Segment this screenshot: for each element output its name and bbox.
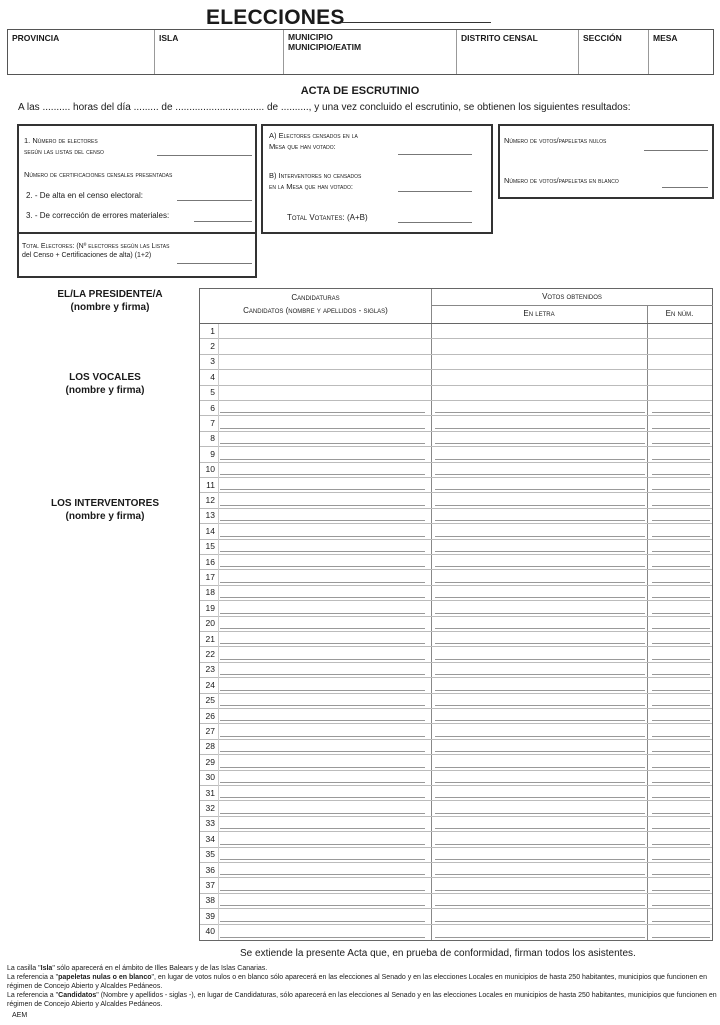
entry-line[interactable] [220,720,425,721]
table-row[interactable] [200,632,712,647]
entry-line[interactable] [435,828,645,829]
entry-line[interactable] [652,459,710,460]
entry-line[interactable] [220,782,425,783]
correccion-label: 3. - De corrección de errores materiales: [26,211,170,220]
electores-label-2: según las listas del censo [24,147,104,156]
entry-line[interactable] [220,844,425,845]
interventores-subtitle: (nombre y firma) [65,510,145,522]
vocales-title: LOS VOCALES [69,372,141,383]
total-votantes-field[interactable] [398,222,472,223]
row-number: 15 [205,541,215,552]
entry-line[interactable] [652,536,710,537]
entry-line[interactable] [652,566,710,567]
table-row[interactable] [200,540,712,555]
entry-line[interactable] [435,459,645,460]
note-isla: La casilla "Isla" sólo aparecerá en el ámbito de Illes Balears y de las Islas Canarias. [7,965,268,972]
row-number: 33 [205,818,215,829]
vocales-signature[interactable] [15,372,195,397]
censados-field[interactable] [398,154,472,155]
entry-line[interactable] [220,520,425,521]
entry-line[interactable] [652,412,710,413]
total-votantes-label: Total Votantes: (A+B) [287,213,368,222]
table-row[interactable] [200,694,712,709]
row-number: 8 [210,433,215,444]
candidaturas-header: Candidaturas [291,293,340,302]
row-number: 11 [206,479,215,490]
interventores-label-2: en la Mesa que han votado: [269,182,353,191]
row-number: 19 [205,602,215,613]
vocales-subtitle: (nombre y firma) [65,384,145,396]
entry-line[interactable] [220,443,425,444]
header-isla-label: ISLA [159,33,179,43]
entry-line[interactable] [435,566,645,567]
interventores-title: LOS INTERVENTORES [51,498,159,509]
entry-line[interactable] [435,905,645,906]
entry-line[interactable] [652,736,710,737]
electores-label-1: 1. Número de electores [24,136,98,145]
entry-line[interactable] [652,690,710,691]
entry-line[interactable] [220,736,425,737]
table-row[interactable] [200,863,712,878]
entry-line[interactable] [435,890,645,891]
entry-line[interactable] [220,859,425,860]
row-number: 24 [205,679,215,690]
entry-line[interactable] [435,597,645,598]
entry-line[interactable] [652,751,710,752]
table-row[interactable] [200,925,712,940]
table-row[interactable] [200,617,712,632]
row-number: 40 [205,926,215,937]
entry-line[interactable] [435,505,645,506]
total-electores-field[interactable] [177,263,252,264]
entry-line[interactable] [652,937,710,938]
row-number: 27 [205,726,215,737]
entry-line[interactable] [220,643,425,644]
entry-line[interactable] [220,428,425,429]
entry-line[interactable] [220,536,425,537]
alta-label: 2. - De alta en el censo electoral: [26,191,143,200]
entry-line[interactable] [435,797,645,798]
row-number: 7 [210,418,215,429]
table-row[interactable] [200,586,712,601]
table-row[interactable] [200,709,712,724]
entry-line[interactable] [435,690,645,691]
table-row[interactable] [200,339,712,354]
entry-line[interactable] [220,566,425,567]
entry-line[interactable] [435,674,645,675]
row-number: 18 [205,587,215,598]
closing-text: Se extiende la presente Acta que, en prueba de conformidad, firman todos los asistentes. [240,948,636,959]
table-row[interactable] [200,832,712,847]
row-number: 20 [205,618,215,629]
note-papeletas: La referencia a "papeletas nulas o en blanco", en lugar de votos nulos o en blanco sólo aparecerá en las elecciones al Senado y en las elecciones Locales en municipios de hasta 250 habitantes, municipios que funcionen en régimen de Concejo Abierto y Alcaldes Pedáneos. [7,973,707,990]
table-row[interactable] [200,724,712,739]
entry-line[interactable] [435,489,645,490]
entry-line[interactable] [435,736,645,737]
entry-line[interactable] [220,628,425,629]
entry-line[interactable] [652,582,710,583]
entry-line[interactable] [435,782,645,783]
table-row[interactable] [200,647,712,662]
entry-line[interactable] [220,921,425,922]
entry-line[interactable] [652,674,710,675]
blanco-field[interactable] [662,187,708,188]
entry-line[interactable] [220,813,425,814]
header-mesa-label: MESA [653,33,678,43]
entry-line[interactable] [652,628,710,629]
entry-line[interactable] [435,582,645,583]
header-municipio[interactable] [284,30,457,74]
entry-line[interactable] [652,874,710,875]
table-row[interactable] [200,416,712,431]
certificaciones-label: Número de certificaciones censales presentadas [24,170,173,179]
row-number: 17 [205,572,215,583]
row-number: 16 [205,556,215,567]
censados-label-1: A) Electores censados en la [269,131,358,140]
header-seccion-label: SECCIÓN [583,33,622,43]
entry-line[interactable] [220,705,425,706]
entry-line[interactable] [652,890,710,891]
entry-line[interactable] [220,905,425,906]
blanco-label: Número de votos/papeletas en blanco [504,176,619,185]
header-provincia[interactable] [8,30,155,74]
entry-line[interactable] [435,659,645,660]
row-number: 25 [205,695,215,706]
entry-line[interactable] [652,443,710,444]
row-number: 26 [205,710,215,721]
entry-line[interactable] [652,705,710,706]
table-row[interactable] [200,771,712,786]
num-header: En núm. [665,309,694,318]
entry-line[interactable] [435,412,645,413]
entry-line[interactable] [435,628,645,629]
entry-line[interactable] [652,643,710,644]
entry-line[interactable] [652,489,710,490]
row-number: 29 [205,756,215,767]
row-number: 5 [210,387,215,398]
row-number: 23 [205,664,215,675]
table-row[interactable] [200,370,712,385]
row-number: 21 [205,633,215,644]
table-row[interactable] [200,601,712,616]
row-number: 34 [205,833,215,844]
entry-line[interactable] [435,921,645,922]
entry-line[interactable] [220,874,425,875]
number-column-divider [218,324,219,940]
entry-line[interactable] [652,551,710,552]
total-electores-label-2: del Censo + Certificaciones de alta) (1+2) [22,252,152,259]
entry-line[interactable] [220,582,425,583]
entry-line[interactable] [220,412,425,413]
votos-header: Votos obtenidos [542,292,602,301]
presidente-signature[interactable] [20,289,200,314]
table-row[interactable] [200,909,712,924]
entry-line[interactable] [435,536,645,537]
row-number: 14 [205,525,215,536]
censados-label-2: Mesa que han votado: [269,142,336,151]
entry-line[interactable] [435,751,645,752]
table-row[interactable] [200,493,712,508]
table-row[interactable] [200,755,712,770]
row-number: 28 [205,741,215,752]
entry-line[interactable] [652,659,710,660]
header-mesa[interactable] [649,30,713,74]
header-municipio-label: MUNICIPIO MUNICIPIO/EATIM [288,32,362,52]
row-number: 6 [210,402,215,413]
entry-line[interactable] [220,597,425,598]
row-number: 2 [210,341,215,352]
letra-header: En letra [523,309,555,318]
entry-line[interactable] [435,844,645,845]
total-electores-label-1: Total Electores: (Nº electores según las Listas [22,243,170,250]
note-candidatos: La referencia a "Candidatos" (Nombre y apellidos - siglas -), en lugar de Candidaturas, sólo aparecerá en las elecciones al Senado y en las elecciones Locales en municipios de hasta 250 habitantes, municipios que funcionen en régimen de Concejo Abierto y Alcaldes Pedáneos. [7,991,717,1008]
box-divider [19,232,255,234]
title-blank-line[interactable] [341,22,491,23]
row-number: 32 [205,803,215,814]
table-row[interactable] [200,786,712,801]
table-row[interactable] [200,555,712,570]
table-row[interactable] [200,386,712,401]
entry-line[interactable] [652,428,710,429]
entry-line[interactable] [435,443,645,444]
entry-line[interactable] [435,937,645,938]
row-number: 31 [205,787,215,798]
row-number: 13 [205,510,215,521]
table-row[interactable] [200,509,712,524]
electores-box [17,124,257,278]
header-seccion[interactable] [579,30,649,74]
table-row[interactable] [200,355,712,370]
entry-line[interactable] [652,844,710,845]
entry-line[interactable] [652,613,710,614]
entry-line[interactable] [652,474,710,475]
entry-line[interactable] [652,597,710,598]
votos-divider [431,305,713,306]
entry-line[interactable] [652,797,710,798]
row-number: 12 [205,495,215,506]
row-number: 39 [205,910,215,921]
entry-line[interactable] [435,551,645,552]
interventores-signature[interactable] [15,498,195,523]
table-row[interactable] [200,663,712,678]
entry-line[interactable] [220,797,425,798]
row-number: 10 [205,464,215,475]
acta-title: ACTA DE ESCRUTINIO [300,85,420,97]
results-table [199,288,713,941]
entry-line[interactable] [652,905,710,906]
entry-line[interactable] [652,720,710,721]
table-row[interactable] [200,401,712,416]
entry-line[interactable] [652,859,710,860]
entry-line[interactable] [435,705,645,706]
header-isla[interactable] [155,30,284,74]
entry-line[interactable] [652,767,710,768]
entry-line[interactable] [220,551,425,552]
nulos-label: Número de votos/papeletas nulos [504,136,607,145]
table-row[interactable] [200,894,712,909]
entry-line[interactable] [435,720,645,721]
entry-line[interactable] [435,767,645,768]
electores-field[interactable] [157,155,252,156]
header-distrito-label: DISTRITO CENSAL [461,33,538,43]
entry-line[interactable] [652,813,710,814]
interventores-label-1: B) Interventores no censados [269,171,362,180]
row-number: 3 [210,356,215,367]
row-number: 38 [205,895,215,906]
entry-line[interactable] [435,520,645,521]
entry-line[interactable] [435,874,645,875]
entry-line[interactable] [652,921,710,922]
row-number: 37 [205,880,215,891]
entry-line[interactable] [220,659,425,660]
row-number: 22 [205,649,215,660]
table-row[interactable] [200,740,712,755]
entry-line[interactable] [435,859,645,860]
entry-line[interactable] [220,505,425,506]
entry-line[interactable] [652,828,710,829]
entry-line[interactable] [220,937,425,938]
entry-line[interactable] [652,782,710,783]
entry-line[interactable] [220,890,425,891]
entry-line[interactable] [220,828,425,829]
entry-line[interactable] [220,474,425,475]
entry-line[interactable] [652,505,710,506]
row-number: 4 [210,371,215,382]
presidente-subtitle: (nombre y firma) [70,301,150,313]
table-row[interactable] [200,817,712,832]
acta-intro-text: A las .......... horas del día ......... de ................................ de .........., y una vez concluido el escrutinio, se obtienen los siguientes resultados: [18,102,631,113]
entry-line[interactable] [435,613,645,614]
entry-line[interactable] [220,613,425,614]
entry-line[interactable] [435,428,645,429]
candidatos-header: Candidatos (nombre y apellidos - siglas) [243,306,388,315]
header-distrito[interactable] [457,30,579,74]
entry-line[interactable] [435,474,645,475]
row-number: 36 [205,864,215,875]
entry-line[interactable] [220,674,425,675]
correccion-field[interactable] [194,221,252,222]
header-table [7,29,714,75]
entry-line[interactable] [435,813,645,814]
alta-field[interactable] [177,200,252,201]
entry-line[interactable] [435,643,645,644]
table-row[interactable] [200,447,712,462]
entry-line[interactable] [220,489,425,490]
row-number: 1 [210,325,215,336]
form-title: ELECCIONES [206,6,345,29]
interventores-field[interactable] [398,191,472,192]
row-number: 35 [205,849,215,860]
entry-line[interactable] [652,520,710,521]
header-provincia-label: PROVINCIA [12,33,60,43]
table-row[interactable] [200,463,712,478]
table-row[interactable] [200,524,712,539]
row-number: 9 [210,448,215,459]
nulos-blanco-box [498,124,714,199]
entry-line[interactable] [220,751,425,752]
table-row[interactable] [200,324,712,339]
table-row[interactable] [200,801,712,816]
table-row[interactable] [200,478,712,493]
votantes-box [261,124,493,234]
table-row[interactable] [200,432,712,447]
nulos-field[interactable] [644,150,708,151]
table-row[interactable] [200,848,712,863]
entry-line[interactable] [220,459,425,460]
footnotes [7,965,717,1010]
entry-line[interactable] [220,767,425,768]
presidente-title: EL/LA PRESIDENTE/A [57,289,163,300]
aem-code: AEM [12,1012,28,1019]
row-number: 30 [205,772,215,783]
table-row[interactable] [200,878,712,893]
table-row[interactable] [200,678,712,693]
entry-line[interactable] [220,690,425,691]
table-row[interactable] [200,570,712,585]
